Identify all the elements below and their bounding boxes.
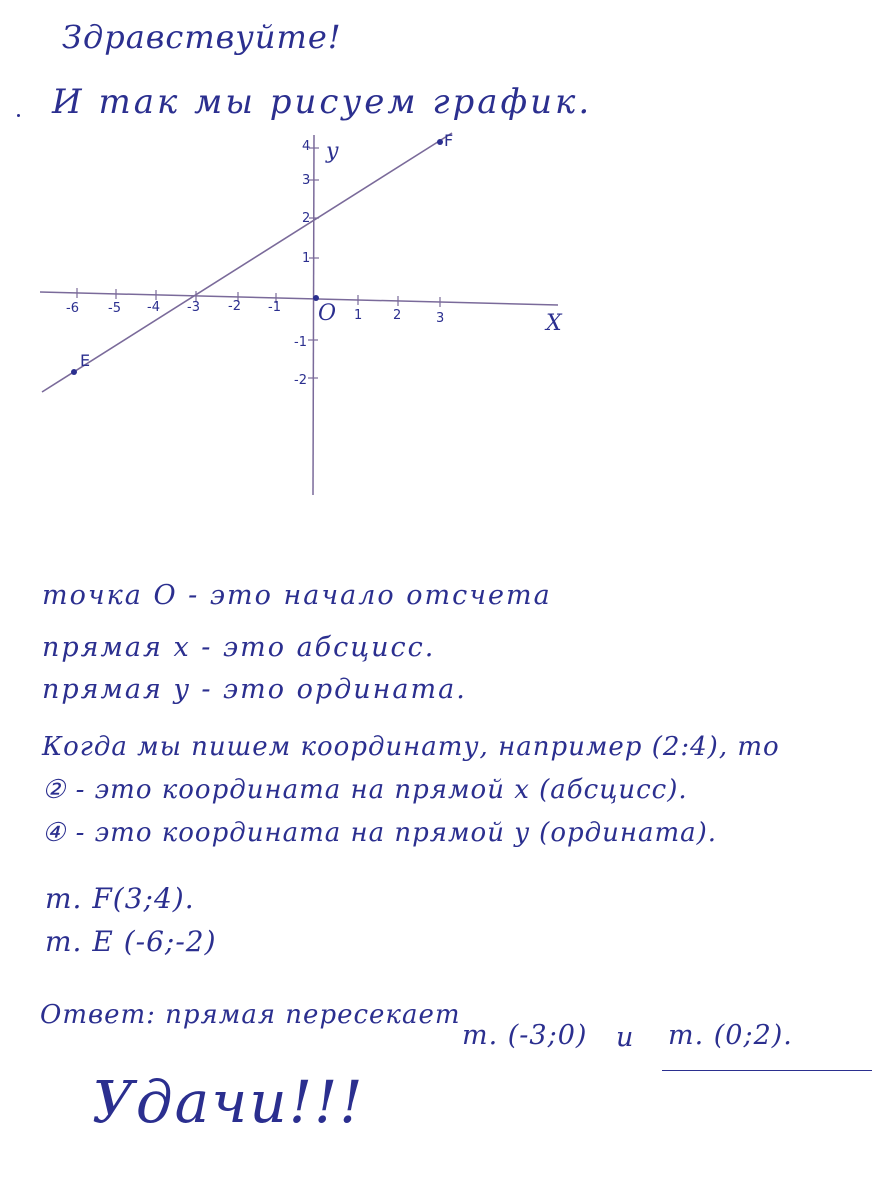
x-tick-label: -2 [228,299,241,314]
origin-point [313,295,319,301]
coordinate-graph [0,130,872,510]
x-axis-label: X [546,311,562,336]
explanation-line: Когда мы пишем координату, например (2:4), то [42,732,780,762]
explanation-line: ② - это координата на прямой x (абсцисс). [42,775,688,805]
point-f [437,139,443,145]
y-tick-label: 2 [302,211,311,226]
y-tick-label: -1 [294,335,307,350]
y-tick-label: 4 [302,139,311,154]
x-tick-label: -6 [66,301,79,316]
y-tick-label: -2 [294,373,307,388]
margin-dot [17,114,20,117]
x-tick-label: -4 [147,300,160,315]
y-axis-label: y [326,139,339,164]
x-tick-label: 1 [354,308,363,323]
x-tick-label: -5 [108,301,121,316]
intro-text: И так мы рисуем график. [52,82,593,122]
definition-y: прямая y - это ордината. [42,674,467,705]
explanation-line: ④ - это координата на прямой y (ордината). [42,818,718,848]
closing-text: Удачи!!! [92,1068,365,1136]
point-e-coords: m. E (-6;-2) [45,925,217,958]
origin-label: O [318,301,337,326]
answer-point-1: m. (-3;0) [462,1020,588,1051]
y-tick-label: 1 [302,251,311,266]
greeting-text: Здравствуйте! [62,18,342,56]
answer-point-2: m. (0;2). [668,1020,793,1051]
x-tick-label: -3 [187,300,200,315]
answer-text: Ответ: прямая пересекает [40,1000,461,1030]
answer-underline [662,1070,872,1071]
x-tick-label: 3 [436,311,445,326]
point-e [71,369,77,375]
definition-origin: точка О - это начало отсчета [42,580,552,611]
y-tick-label: 3 [302,173,311,188]
point-f-label: F [444,131,454,150]
definition-x: прямая x - это абсцисс. [42,632,436,663]
point-f-coords: m. F(3;4). [45,882,195,915]
x-tick-label: 2 [393,308,402,323]
answer-and: и [616,1022,635,1053]
y-axis [313,135,314,495]
x-tick-label: -1 [268,300,281,315]
point-e-label: E [80,351,91,370]
plotted-line [42,133,452,392]
